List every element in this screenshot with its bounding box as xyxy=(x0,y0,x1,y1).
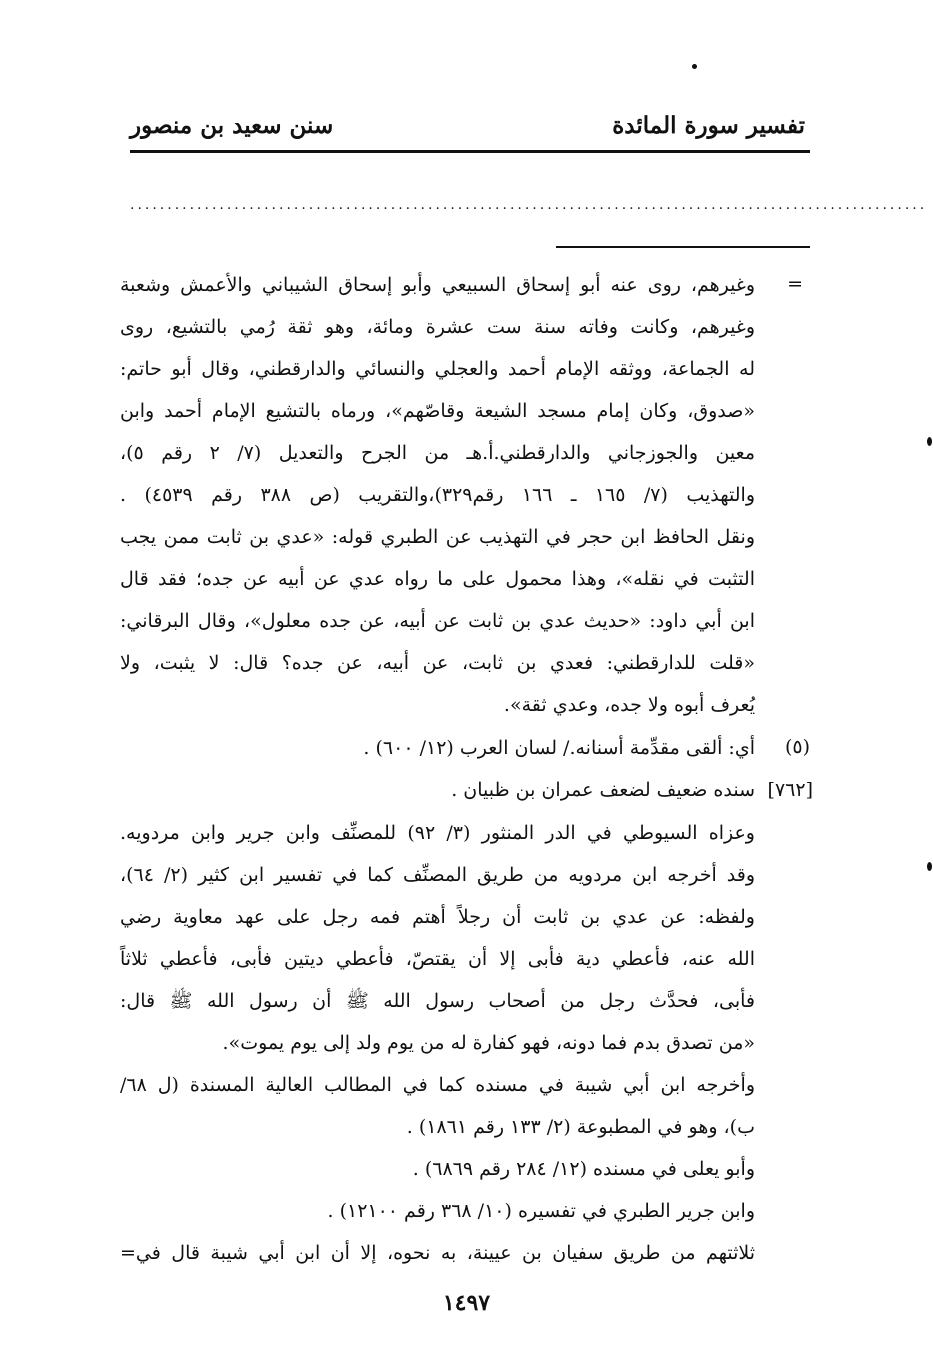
dotted-separator: ........................................................................................................... xyxy=(130,197,928,213)
footnote-5-marker: (٥) xyxy=(784,736,810,758)
text-line: والتهذيب (٧/ ١٦٥ ـ ١٦٦ رقم٣٢٩)،والتقريب (ص ٣٨٨ رقم ٤٥٣٩) . xyxy=(120,484,755,506)
text-line: ولفظه: عن عدي بن ثابت أن رجلاً أهتم فمه رجل على عهد معاوية رضي xyxy=(120,906,755,928)
scan-speck xyxy=(692,64,697,69)
text-line: الله عنه، فأعطي دية فأبى إلا أن يقتصّ، فأعطي ديتين فأبى، فأعطي ثلاثاً xyxy=(120,948,755,970)
running-header-left: سنن سعيد بن منصور xyxy=(130,112,334,139)
text-line: ونقل الحافظ ابن حجر في التهذيب عن الطبري قوله: «عدي بن ثابت ممن يجب xyxy=(120,526,755,548)
text-line: سنده ضعيف لضعف عمران بن ظبيان . xyxy=(451,779,755,801)
text-line: وغيرهم، وكانت وفاته سنة ست عشرة ومائة، وهو ثقة رُمي بالتشيع، روى xyxy=(120,316,755,338)
header-rule xyxy=(130,150,810,153)
text-line: وأبو يعلى في مسنده (١٢/ ٢٨٤ رقم ٦٨٦٩) . xyxy=(412,1158,755,1180)
text-line: وأخرجه ابن أبي شيبة في مسنده كما في المطالب العالية المسندة (ل ٦٨/ xyxy=(120,1074,755,1096)
text-line: معين والجوزجاني والدارقطني.أ.هـ من الجرح والتعديل (٧/ ٢ رقم ٥)، xyxy=(120,442,756,464)
text-line: ب)، وهو في المطبوعة (٢/ ١٣٣ رقم ١٨٦١) . xyxy=(406,1116,755,1138)
text-line: أي: ألقى مقدِّمة أسنانه./ لسان العرب (١٢/ ٦٠٠) . xyxy=(363,737,755,759)
text-line: وعزاه السيوطي في الدر المنثور (٣/ ٩٢) للمصنِّف وابن جرير وابن مردويه. xyxy=(120,822,755,844)
running-header-right: تفسير سورة المائدة xyxy=(612,112,805,139)
text-line: له الجماعة، ووثقه الإمام أحمد والعجلي والنسائي والدارقطني، وقال أبو حاتم: xyxy=(120,358,755,380)
text-line: وقد أخرجه ابن مردويه من طريق المصنِّف كما في تفسير ابن كثير (٢/ ٦٤)، xyxy=(120,864,755,886)
scan-speck xyxy=(927,862,932,871)
continuation-marker: = xyxy=(787,273,803,295)
footnote-762-marker: [٧٦٢] xyxy=(767,779,813,801)
text-line: «صدوق، وكان إمام مسجد الشيعة وقاصّهم»، ورماه بالتشيع الإمام أحمد وابن xyxy=(120,400,755,422)
footnote-separator xyxy=(556,246,810,248)
text-line: يُعرف أبوه ولا جده، وعدي ثقة». xyxy=(503,694,755,716)
text-line: «من تصدق بدم فما دونه، فهو كفارة له من يوم ولد إلى يوم يموت». xyxy=(222,1032,755,1054)
text-line: ابن أبي داود: «حديث عدي بن ثابت عن أبيه، عن جده معلول»، وقال البرقاني: xyxy=(120,610,755,632)
text-line: وابن جرير الطبري في تفسيره (١٠/ ٣٦٨ رقم ١٢١٠٠) . xyxy=(327,1200,755,1222)
scan-speck xyxy=(927,437,932,446)
text-line: فأبى، فحدَّث رجل من أصحاب رسول الله ﷺ أن رسول الله ﷺ قال: xyxy=(120,990,755,1012)
text-line: «قلت للدارقطني: فعدي بن ثابت، عن أبيه، عن جده؟ قال: لا يثبت، ولا xyxy=(120,652,755,674)
text-line: التثبت في نقله»، وهذا محمول على ما رواه عدي عن أبيه عن جده؛ فقد قال xyxy=(120,568,755,590)
page-number: ١٤٩٧ xyxy=(442,1290,491,1316)
text-line: وغيرهم، روى عنه أبو إسحاق السبيعي وأبو إسحاق الشيباني والأعمش وشعبة xyxy=(120,274,755,296)
text-line: ثلاثتهم من طريق سفيان بن عيينة، به نحوه، إلا أن ابن أبي شيبة قال في= xyxy=(120,1242,755,1264)
